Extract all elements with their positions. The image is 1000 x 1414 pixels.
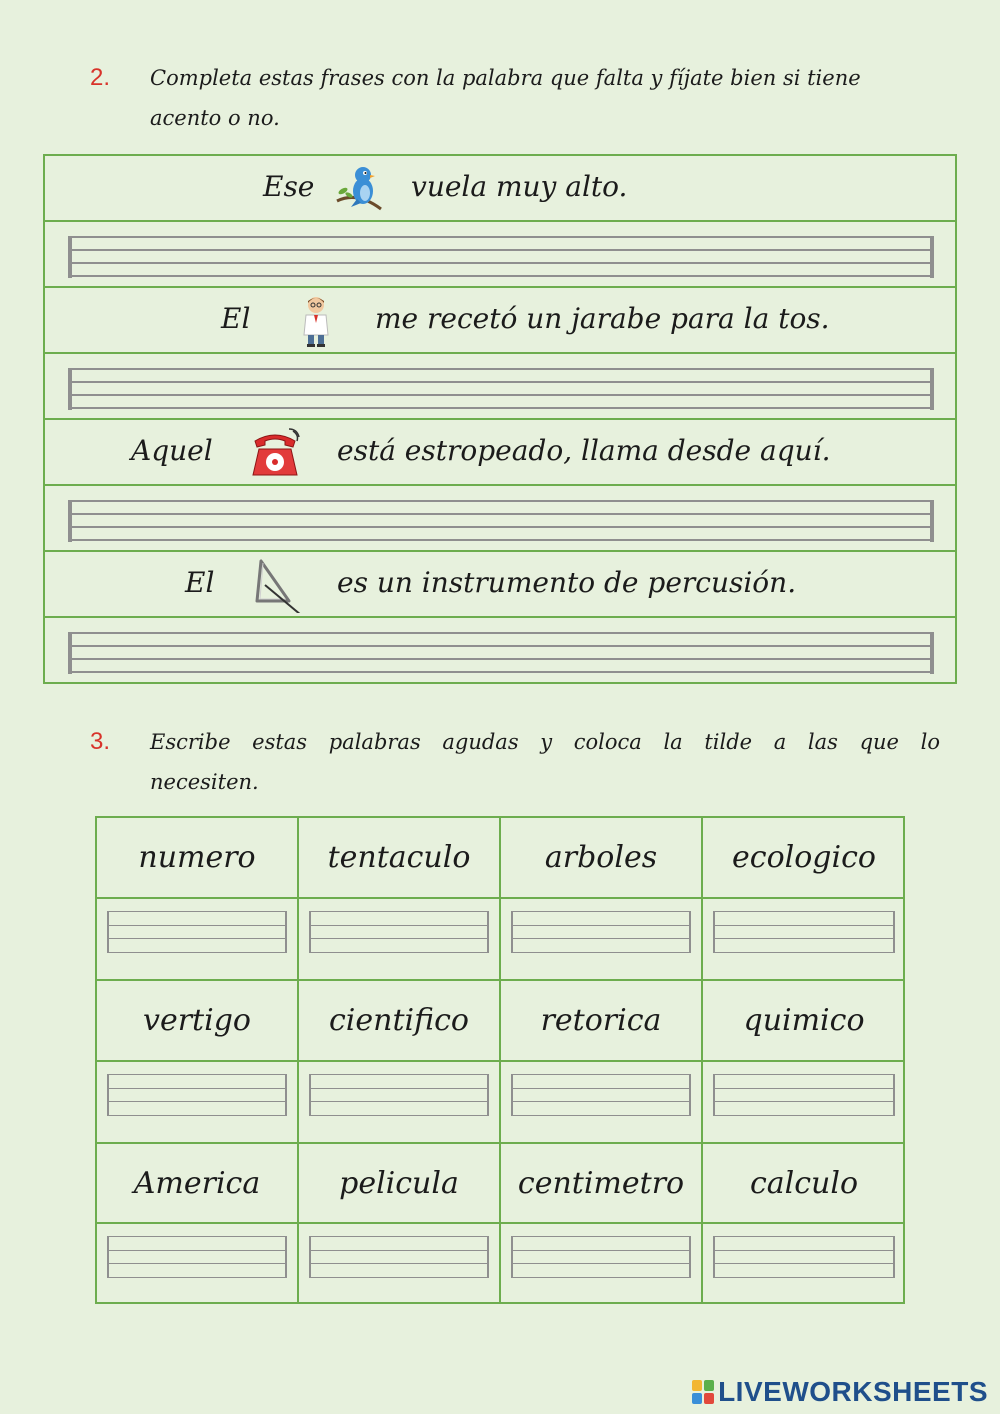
word-cell (501, 981, 703, 1062)
question-2-instruction-line-2: acento o no. (150, 106, 280, 130)
answer-lines[interactable] (309, 1236, 489, 1278)
answer-row-3 (45, 486, 955, 552)
answer-lines[interactable] (107, 911, 287, 953)
word-pelicula: pelicula (339, 1166, 459, 1201)
word-cell (501, 1144, 703, 1224)
sentence-4-before: El (185, 566, 215, 599)
sentence-table (43, 154, 957, 684)
sentence-2-after: me recetó un jarabe para la tos. (375, 302, 830, 335)
word-calculo: calculo (749, 1166, 859, 1201)
answer-lines[interactable] (107, 1236, 287, 1278)
question-3-instruction-line-1: Escribe estas palabras agudas y coloca la tilde a las que lo (150, 730, 940, 754)
liveworksheets-logo[interactable] (692, 1376, 988, 1408)
liveworksheets-brand-text: LIVEWORKSHEETS (718, 1376, 988, 1407)
answer-lines[interactable] (713, 1074, 895, 1116)
word-cell (97, 1144, 299, 1224)
sentence-1-before: Ese (263, 170, 315, 203)
word-arboles: arboles (544, 840, 658, 875)
word-cell (703, 818, 905, 899)
word-cell (97, 818, 299, 899)
answer-cell (299, 899, 501, 981)
word-america: America (133, 1166, 261, 1201)
word-cell (501, 818, 703, 899)
word-cell (703, 981, 905, 1062)
answer-row-4 (45, 618, 955, 684)
liveworksheets-logo-icon (692, 1380, 714, 1404)
word-cell (299, 1144, 501, 1224)
answer-lines[interactable] (309, 911, 489, 953)
triangle-instrument-icon (249, 557, 305, 613)
sentence-3-after: está estropeado, llama desde aquí. (337, 434, 831, 467)
answer-lines[interactable] (713, 1236, 895, 1278)
question-2-number: 2. (90, 64, 111, 91)
answer-cell (501, 1062, 703, 1144)
answer-lines[interactable] (511, 1236, 691, 1278)
question-3-instruction-line-2: necesiten. (150, 770, 259, 794)
answer-cell (703, 1224, 905, 1302)
answer-lines-4[interactable] (68, 632, 934, 674)
answer-lines[interactable] (107, 1074, 287, 1116)
sentence-row-3 (45, 420, 955, 486)
answer-lines[interactable] (511, 1074, 691, 1116)
answer-cell (97, 1224, 299, 1302)
word-ecologico: ecologico (732, 840, 876, 875)
answer-cell (501, 899, 703, 981)
answer-lines-2[interactable] (68, 368, 934, 410)
answer-cell (299, 1224, 501, 1302)
word-cell (299, 818, 501, 899)
answer-lines[interactable] (309, 1074, 489, 1116)
sentence-row-1 (45, 156, 955, 222)
word-tentaculo: tentaculo (327, 840, 471, 875)
answer-lines[interactable] (511, 911, 691, 953)
sentence-4-after: es un instrumento de percusión. (337, 566, 797, 599)
word-table (95, 816, 905, 1304)
word-cell (299, 981, 501, 1062)
answer-cell (97, 899, 299, 981)
answer-row-2 (45, 354, 955, 420)
bird-icon (333, 161, 389, 217)
answer-row-1 (45, 222, 955, 288)
sentence-row-2 (45, 288, 955, 354)
answer-cell (299, 1062, 501, 1144)
doctor-icon (288, 293, 344, 349)
word-centimetro: centimetro (517, 1166, 685, 1201)
word-vertigo: vertigo (143, 1003, 251, 1038)
word-cell (703, 1144, 905, 1224)
answer-lines-1[interactable] (68, 236, 934, 278)
answer-cell (501, 1224, 703, 1302)
question-2-instruction-line-1: Completa estas frases con la palabra que falta y fíjate bien si tiene (150, 66, 861, 90)
answer-lines-3[interactable] (68, 500, 934, 542)
sentence-1-after: vuela muy alto. (411, 170, 628, 203)
sentence-row-4 (45, 552, 955, 618)
answer-cell (97, 1062, 299, 1144)
telephone-icon (247, 425, 303, 481)
word-numero: numero (138, 840, 256, 875)
word-quimico: quimico (743, 1003, 865, 1038)
word-retorica: retorica (540, 1003, 662, 1038)
sentence-2-before: El (221, 302, 251, 335)
word-cell (97, 981, 299, 1062)
answer-lines[interactable] (713, 911, 895, 953)
answer-cell (703, 1062, 905, 1144)
word-cientifico: cientifico (329, 1003, 469, 1038)
question-3-number: 3. (90, 728, 111, 755)
sentence-3-before: Aquel (131, 434, 213, 467)
answer-cell (703, 899, 905, 981)
